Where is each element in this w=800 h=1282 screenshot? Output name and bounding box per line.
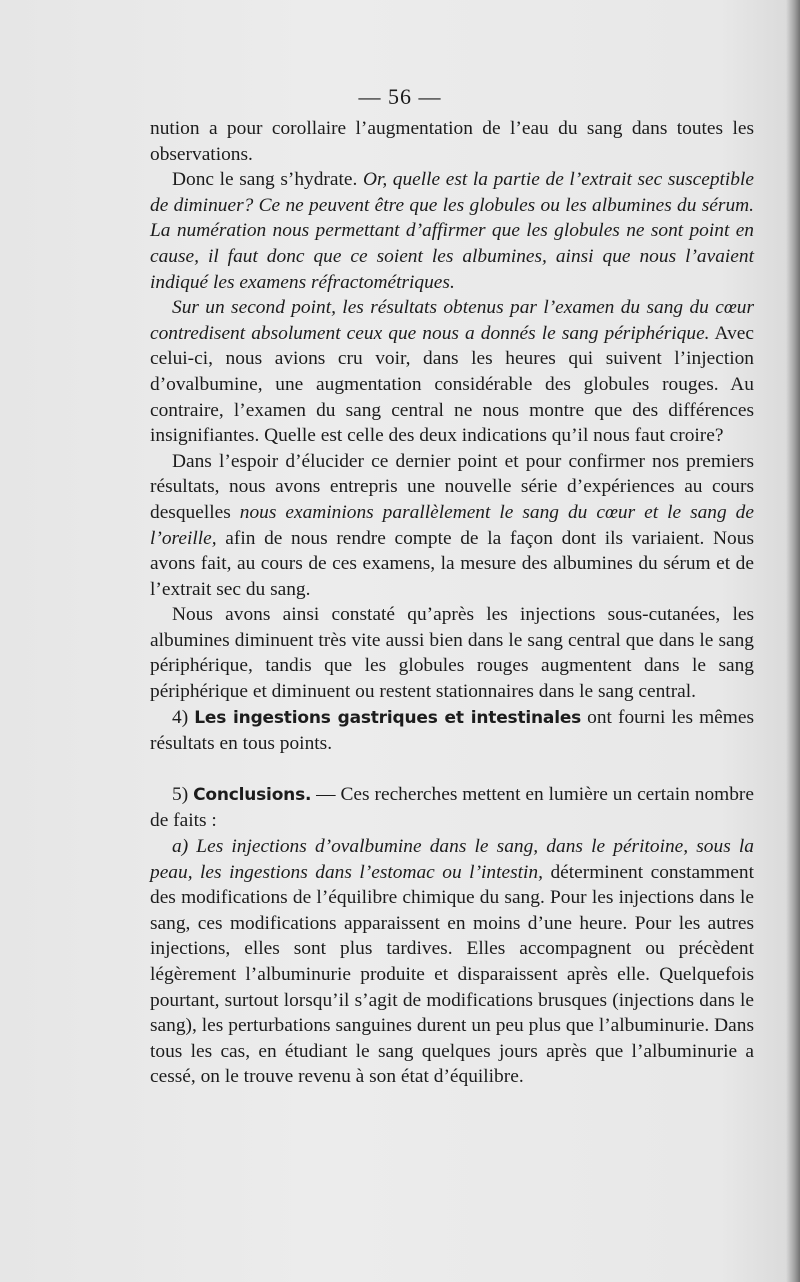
text-span: déterminent constamment des modifications de l’équilibre chimique du sang. Pour les injections dans le sang, ces modifications apparaissent en moins d’une heure. Pour les autres injections, elles sont plus tardives. Elles accompagnent ou précèdent légèrement l’albuminurie produite et disparaissent après elle. Quelquefois pourtant, surtout lorsqu’il s’agit de modifications brusques (injections dans le sang), les perturbations sanguines durent un peu plus que l’albuminurie. Dans tous les cas, en étudiant le sang quelques jours après que l’albuminurie a cessé, on le trouve revenu à son état d’équilibre. <box>150 861 754 1088</box>
text-span: Donc le sang s’hydrate. <box>172 169 363 191</box>
text-span: — Ces recherches mettent en lumière un certain nombre de faits : <box>150 783 754 832</box>
paragraph <box>150 602 754 704</box>
section-heading: Conclusions. <box>193 784 312 805</box>
text-span: Dans l’espoir d’élucider ce dernier point et pour confirmer nos premiers résultats, nous avons entrepris une nouvelle série d’expériences au cours desquelles <box>150 450 754 523</box>
paragraph <box>150 295 754 449</box>
text-span: afin de nous rendre compte de la façon dont ils variaient. Nous avons fait, au cours de ces examens, la mesure des albumines du sérum et de l’extrait sec du sang. <box>150 527 754 600</box>
italic-text: a) Les injections d’ovalbumine dans le sang, dans le péritoine, sous la peau, les ingestions dans l’estomac ou l’intestin, <box>150 836 754 883</box>
paragraph <box>150 167 754 295</box>
text-span: Nous avons ainsi constaté qu’après les injections sous-cutanées, les albumines diminuent très vite aussi bien dans le sang central que dans le sang périphérique, tandis que les globules rouges augmentent dans le sang périphérique et diminuent ou restent stationnaires dans le sang central. <box>150 604 754 703</box>
text-span: 4) <box>172 706 195 728</box>
italic-text: nous examinions parallèlement le sang du cœur et le sang de l’oreille, <box>150 501 754 549</box>
body-text <box>150 116 754 1090</box>
paragraph <box>150 705 754 757</box>
paragraph <box>150 834 754 1090</box>
italic-text: Sur un second point, les résultats obtenus par l’examen du sang du cœur contredisent absolument ceux que nous a donnés le sang périphérique. <box>150 297 754 344</box>
text-span: nution a pour corollaire l’augmentation de l’eau du sang dans toutes les observations. <box>150 118 754 165</box>
paragraph <box>150 116 754 167</box>
text-span: 5) <box>172 783 194 805</box>
text-span: ont fourni les mêmes résultats en tous points. <box>150 706 754 755</box>
page-edge-shadow <box>786 0 800 1282</box>
section-heading: Les ingestions gastriques et intestinales <box>194 707 582 728</box>
text-span: Avec celui-ci, nous avions cru voir, dans les heures qui suivent l’injection d’ovalbumine, une augmentation considérable des globules rouges. Au contraire, l’examen du sang central ne nous montre que des différences insignifiantes. Quelle est celle des deux indications qu’il nous faut croire? <box>150 322 754 447</box>
page-number: — 56 — <box>358 84 442 109</box>
paragraph <box>150 782 754 834</box>
italic-text: Or, quelle est la partie de l’extrait sec susceptible de diminuer? Ce ne peuvent être que les globules ou les albumines du sérum. La numération nous permettant d’affirmer que les globules ne sont point en cause, il faut donc que ce soient les albumines, ainsi que nous l’avaient indiqué les examens réfractométriques. <box>150 169 754 293</box>
paragraph <box>150 449 754 603</box>
